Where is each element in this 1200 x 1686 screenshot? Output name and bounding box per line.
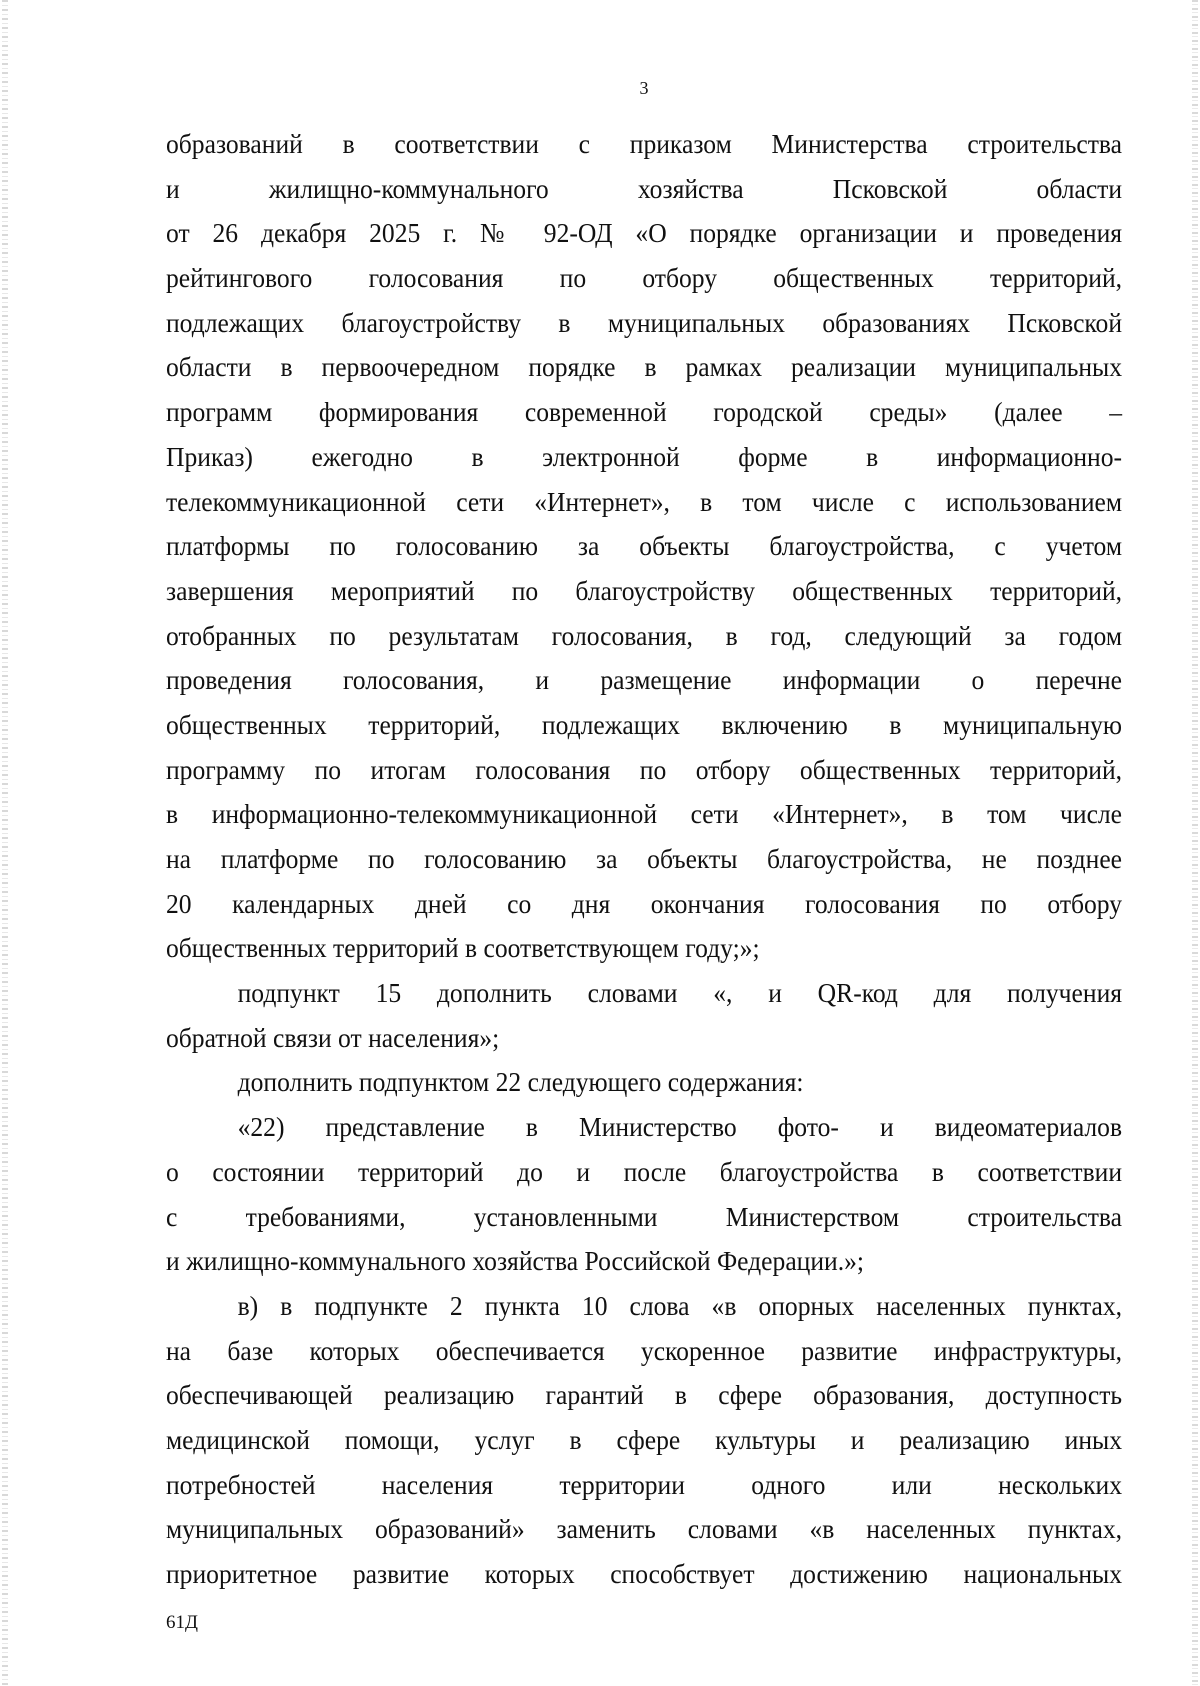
text-line: отобранных по результатам голосования, в год, следующий за годом — [166, 619, 1123, 651]
text-line: общественных территорий, подлежащих включению в муниципальную — [166, 708, 1123, 740]
text-line: программу по итогам голосования по отбору общественных территорий, — [166, 753, 1123, 785]
scan-edge-left — [2, 0, 8, 1686]
text-line: от 26 декабря 2025 г. № 92-ОД «О порядке организации и проведения — [166, 217, 1123, 249]
text-line: муниципальных образований» заменить словами «в населенных пунктах, — [166, 1513, 1123, 1545]
text-line: и жилищно-коммунального хозяйства Псковской области — [166, 172, 1123, 204]
text-line: на базе которых обеспечивается ускоренное развитие инфраструктуры, — [166, 1334, 1123, 1366]
text-line: общественных территорий в соответствующем году;»; — [166, 932, 760, 964]
text-line: дополнить подпунктом 22 следующего содержания: — [237, 1066, 804, 1098]
text-line: в информационно-телекоммуникационной сети «Интернет», в том числе — [166, 798, 1123, 830]
text-line: «22) представление в Министерство фото- и видеоматериалов — [237, 1111, 1123, 1143]
text-line: медицинской помощи, услуг в сфере культуры и реализацию иных — [166, 1423, 1123, 1455]
text-line: потребностей населения территории одного или нескольких — [166, 1468, 1123, 1500]
text-line: о состоянии территорий до и после благоустройства в соответствии — [166, 1155, 1123, 1187]
text-line: приоритетное развитие которых способствует достижению национальных — [166, 1558, 1123, 1589]
text-line: обратной связи от населения»; — [166, 1021, 500, 1053]
text-line: подлежащих благоустройству в муниципальных образованиях Псковской — [166, 306, 1123, 338]
text-line: в) в подпункте 2 пункта 10 слова «в опорных населенных пунктах, — [237, 1289, 1123, 1321]
text-line: образований в соответствии с приказом Министерства строительства — [166, 128, 1123, 159]
text-line: области в первоочередном порядке в рамках реализации муниципальных — [166, 351, 1123, 383]
text-line: программ формирования современной городской среды» (далее – — [166, 396, 1123, 428]
text-line: на платформе по голосованию за объекты благоустройства, не позднее — [166, 843, 1123, 874]
page-number: 3 — [639, 78, 649, 98]
text-line: и жилищно-коммунального хозяйства Российской Федерации.»; — [166, 1245, 865, 1277]
text-line: подпункт 15 дополнить словами «, и QR-код для получения — [237, 977, 1123, 1009]
text-line: с требованиями, установленными Министерством строительства — [166, 1200, 1123, 1232]
footer-document-code: 61Д — [166, 1612, 198, 1633]
text-line: рейтингового голосования по отбору общественных территорий, — [166, 262, 1123, 294]
text-line: платформы по голосованию за объекты благоустройства, с учетом — [166, 530, 1123, 562]
text-line: 20 календарных дней со дня окончания голосования по отбору — [166, 887, 1123, 919]
text-line: обеспечивающей реализацию гарантий в сфере образования, доступность — [166, 1379, 1123, 1411]
text-line: Приказ) ежегодно в электронной форме в информационно- — [166, 440, 1123, 472]
scan-edge-right — [1192, 0, 1198, 1686]
text-line: телекоммуникационной сети «Интернет», в том числе с использованием — [166, 485, 1123, 517]
text-line: проведения голосования, и размещение информации о перечне — [166, 664, 1123, 696]
document-body — [166, 122, 1122, 1597]
text-line: завершения мероприятий по благоустройству общественных территорий, — [166, 574, 1123, 606]
